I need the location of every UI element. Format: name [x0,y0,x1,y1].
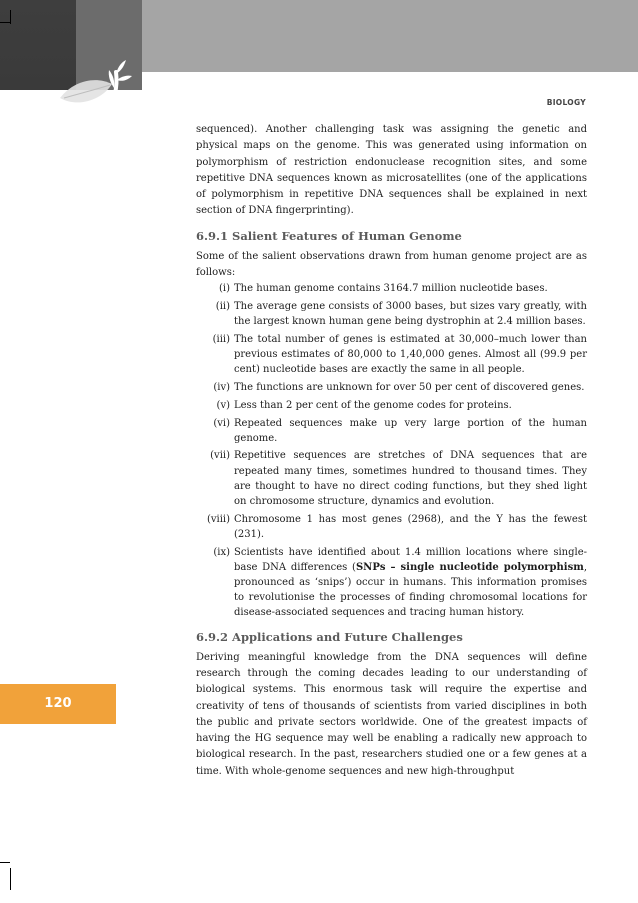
salient-features-list [196,281,587,620]
item-number: (v) [216,399,230,411]
list-item [196,299,587,329]
item-text: Chromosome 1 has most genes (2968), and the Y has the fewest (231). [234,513,587,540]
item-number: (viii) [206,513,230,525]
section2-body: Deriving meaningful knowledge from the DNA sequences will define research through the coming decades leading to our understanding of biological systems. This enormous task will require the expertise and creativity of tens of thousands of scientists from varied disciplines in both the public and private sectors worldwide. One of the greatest impacts of having the HG sequence may well be enabling a radically new approach to biological research. In the past, researchers studied one or a few genes at a time. With whole-genome sequences and new high-throughput [196,651,587,777]
item-text: The functions are unknown for over 50 per cent of discovered genes. [234,382,585,394]
item-text: Repeated sequences make up very large portion of the human genome. [234,417,587,444]
item-text [234,545,587,621]
item-number: (ix) [213,546,230,558]
section-heading-salient-features: 6.9.1 Salient Features of Human Genome [196,228,462,243]
list-item [196,416,587,446]
item-number: (iii) [212,333,230,345]
item-number: (iv) [213,382,230,394]
page-number: 120 [44,696,72,711]
item-text: The human genome contains 3164.7 million nucleotide bases. [234,283,548,295]
item-number: (vii) [210,450,230,462]
page-body [196,122,587,780]
item-number: (vi) [213,417,230,429]
leaf-sprout-logo-icon [56,58,136,120]
list-item [196,512,587,542]
item-number: (ii) [215,301,230,313]
header-light-band [142,0,638,72]
section-heading-applications: 6.9.2 Applications and Future Challenges [196,629,463,644]
item9-text-before: Scientists have identified about 1.4 million locations where single-base DNA differences ( [234,546,587,573]
item-text: The average gene consists of 3000 bases, but sizes vary greatly, with the largest known human gene being dystrophin at 2.4 million bases. [234,301,587,328]
intro-paragraph: sequenced). Another challenging task was assigning the genetic and physical maps on the genome. This was generated using information on polymorphism of restriction endonuclease recognition sites, and some repetitive DNA sequences known as microsatellites (one of the applications of polymorphism in repetitive DNA sequences shall be explained in next section of DNA fingerprinting). [196,124,587,217]
list-item [196,380,587,395]
crop-mark-top-v [10,10,11,24]
list-item [196,545,587,621]
crop-mark-bottom-h [0,862,10,863]
item9-text-after: , pronounced as ‘snips’) occur in humans. This information promises to revolutionise the processes of finding chromosomal locations for disease-associated sequences and tracing human history. [234,561,587,619]
list-item [196,398,587,413]
item-text: Less than 2 per cent of the genome codes for proteins. [234,399,512,411]
snps-term: SNPs – single nucleotide polymorphism [355,561,584,573]
list-item [196,281,587,296]
running-head: BIOLOGY [546,98,586,107]
item-number: (i) [218,283,230,295]
crop-mark-bottom-v [10,868,11,890]
list-item [196,332,587,378]
item-text: Repetitive sequences are stretches of DNA sequences that are repeated many times, sometimes hundred to thousand times. They are thought to have no direct coding functions, but they shed light on chromosome structure, dynamics and evolution. [234,450,587,508]
item-text: The total number of genes is estimated at 30,000–much lower than previous estimates of 80,000 to 1,40,000 genes. Almost all (99.9 per cent) nucleotide bases are exactly the same in all people. [234,333,587,376]
section1-lead: Some of the salient observations drawn from human genome project are as follows: [196,250,587,279]
crop-mark-top-h [0,22,10,23]
list-item [196,448,587,509]
